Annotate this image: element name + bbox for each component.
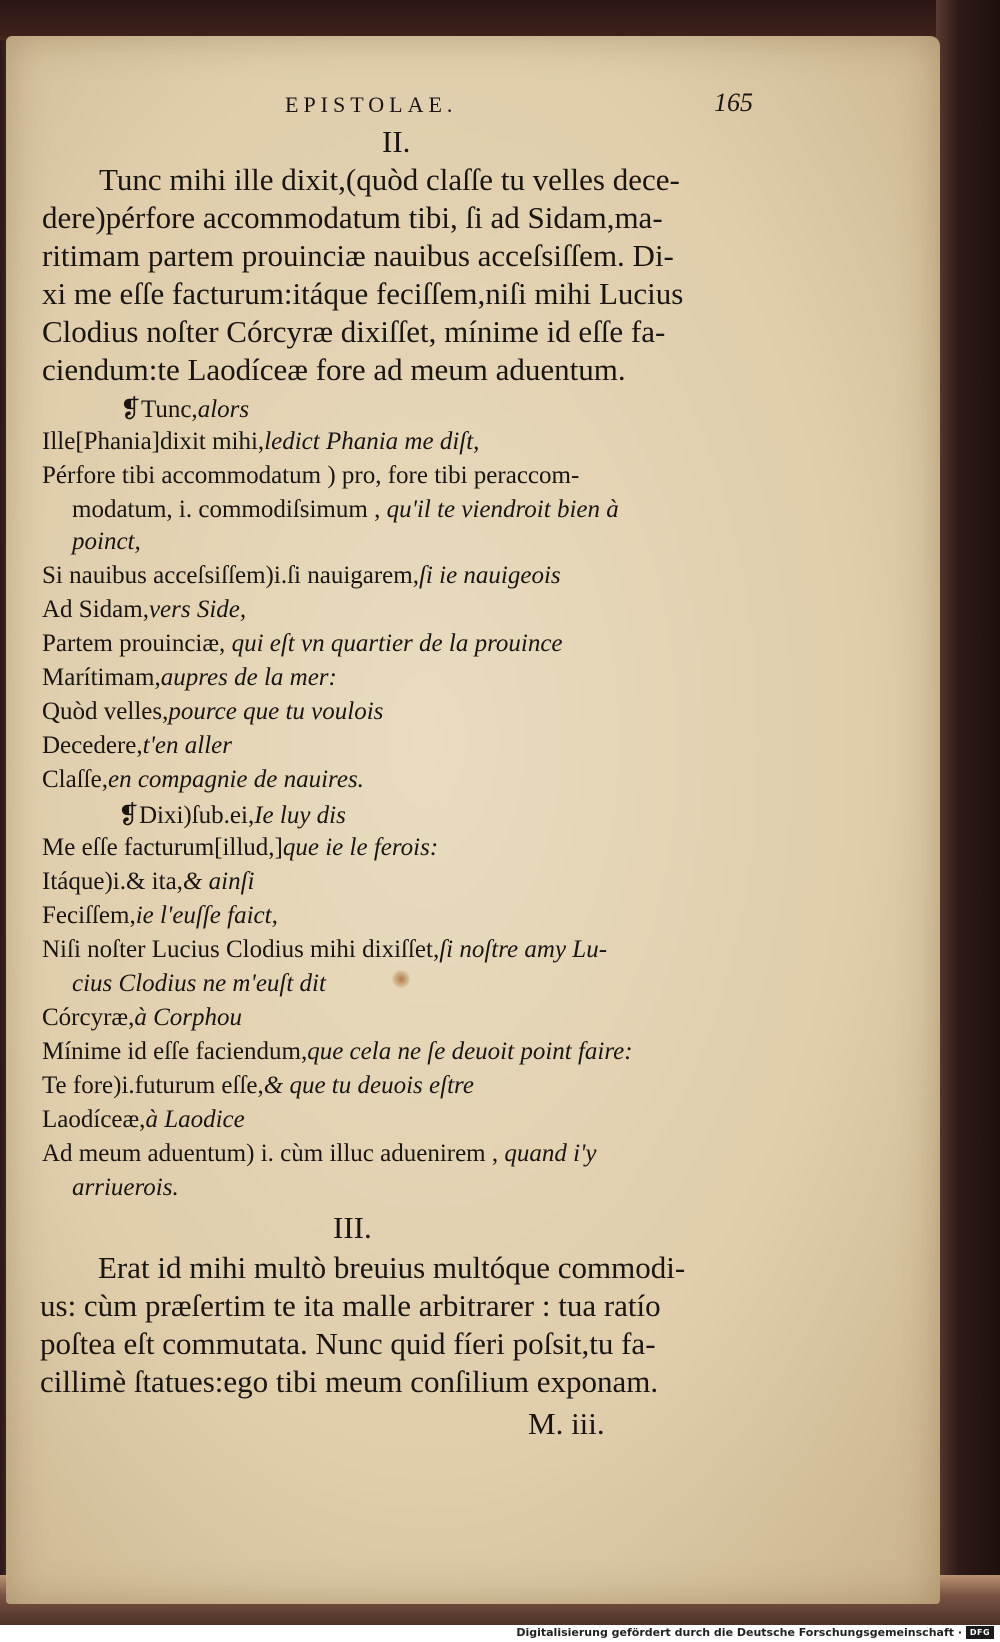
gloss-line: Mínime id eſſe faciendum,que cela ne ſe deuoit point faire: [42, 1038, 633, 1065]
section-2-line: Tunc mihi ille dixit,(quòd claſſe tu velles dece- [99, 162, 680, 197]
section-3-numeral: III. [333, 1210, 372, 1245]
gloss-line: Feciſſem,ie l'euſſe faict, [42, 902, 278, 929]
gloss-line: Ad Sidam,vers Side, [42, 596, 247, 623]
gloss-line: Claſſe,en compagnie de nauires. [42, 766, 364, 793]
running-title: EPISTOLAE. [285, 92, 458, 117]
gloss-line: cius Clodius ne m'euſt dit [72, 970, 326, 997]
gloss-line: Decedere,t'en aller [42, 732, 232, 759]
gloss-line: modatum, i. commodiſsimum , qu'il te viendroit bien à [72, 496, 619, 523]
folio-number: 165 [714, 88, 753, 117]
section-2-line: ritimam partem prouinciæ nauibus acceſsiſſem. Di- [42, 238, 674, 273]
gloss-line: Te fore)i.futurum eſſe,& que tu deuois eſtre [42, 1072, 474, 1099]
section-2-numeral: II. [382, 124, 411, 159]
gloss-line: Ille[Phania]dixit mihi,ledict Phania me diſt, [42, 428, 480, 455]
digitization-credit: Digitalisierung gefördert durch die Deutsche Forschungsgemeinschaft · [516, 1626, 962, 1639]
gloss-line: Marítimam,aupres de la mer: [42, 664, 337, 691]
gloss-line: Laodíceæ,à Laodice [42, 1106, 245, 1133]
gloss-line: Ad meum aduentum) i. cùm illuc aduenirem , quand i'y [42, 1140, 597, 1167]
section-3-line: poſtea eſt commutata. Nunc quid fíeri poſsit,tu fa- [40, 1326, 656, 1361]
section-3-line: us: cùm præſertim te ita malle arbitrarer : tua ratío [40, 1288, 661, 1323]
gloss-line: ❡Tunc,alors [120, 396, 250, 423]
gloss-line: Pérfore tibi accommodatum ) pro, fore tibi peraccom- [42, 462, 580, 489]
gloss-line: Niſi noſter Lucius Clodius mihi dixiſſet,ſi noſtre amy Lu- [42, 936, 608, 963]
section-3-line: Erat id mihi multò breuius multóque commodi- [98, 1250, 686, 1285]
section-2-line: Clodius noſter Córcyræ dixiſſet, mínime id eſſe fa- [42, 314, 666, 349]
gloss-line: Itáque)i.& ita,& ainſi [42, 868, 255, 895]
gloss-line: Quòd velles,pource que tu voulois [42, 698, 384, 725]
gloss-line: ❡Dixi)ſub.ei,Ie luy dis [118, 802, 346, 829]
section-3-line: cillimè ſtatues:ego tibi meum conſilium exponam. [40, 1364, 659, 1399]
gloss-line: Partem prouinciæ, qui eſt vn quartier de la prouince [42, 630, 563, 657]
section-2-line: ciendum:te Laodíceæ fore ad meum aduentum. [42, 352, 626, 387]
gloss-line: Córcyræ,à Corphou [42, 1004, 243, 1031]
section-2-line: dere)pérfore accommodatum tibi, ſi ad Sidam,ma- [42, 200, 663, 235]
gloss-line: poinct, [72, 528, 141, 555]
signature-mark: M. iii. [528, 1406, 605, 1441]
gloss-line: arriuerois. [72, 1174, 179, 1201]
foxing-stain [392, 970, 410, 988]
gloss-line: Me eſſe facturum[illud,]que ie le ferois: [42, 834, 439, 861]
binding-right [936, 0, 1000, 1625]
gloss-line: Si nauibus acceſsiſſem)i.ſi nauigarem,ſi ie nauigeois [42, 562, 561, 589]
section-2-line: xi me eſſe facturum:itáque feciſſem,niſi mihi Lucius [42, 276, 684, 311]
dfg-logo: DFG [966, 1626, 994, 1639]
